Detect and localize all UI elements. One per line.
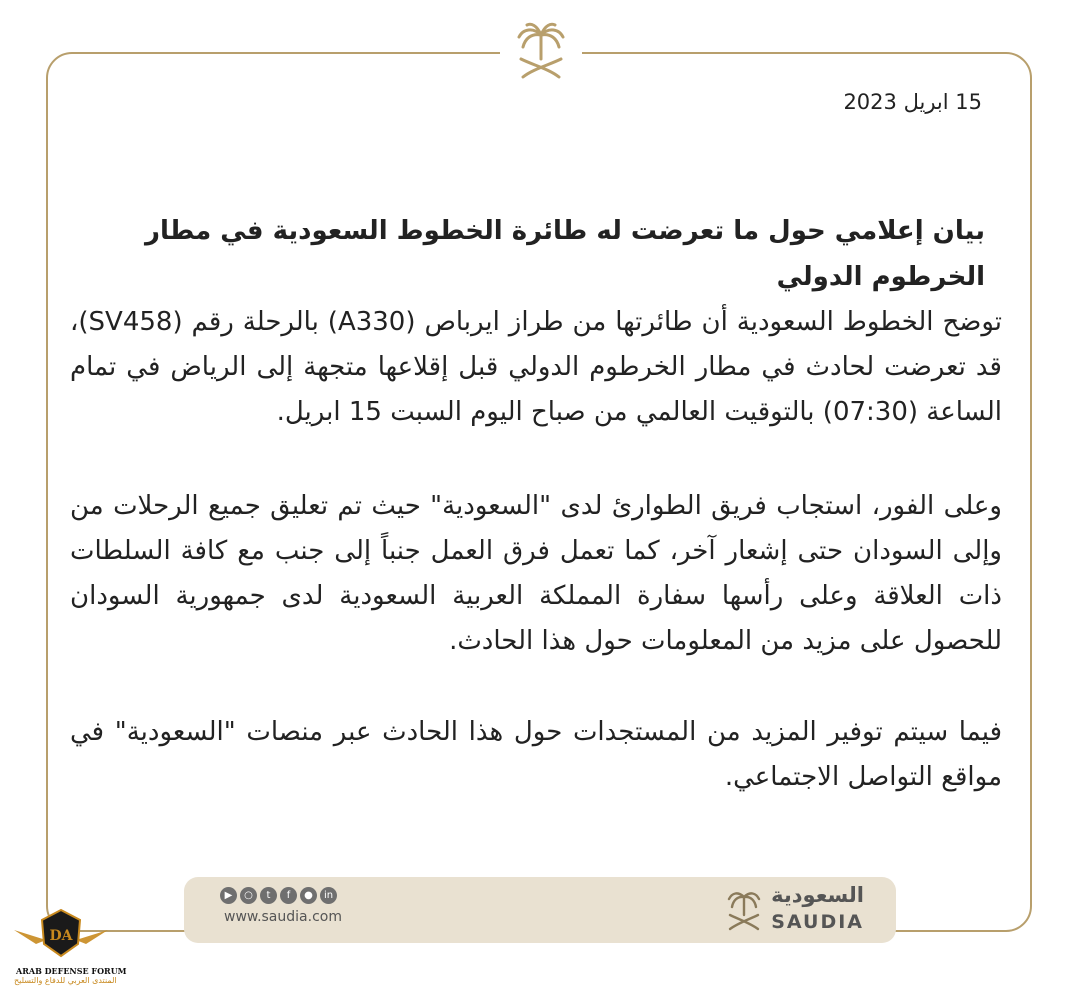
- youtube-icon[interactable]: ▶: [220, 887, 237, 904]
- paragraph-1: توضح الخطوط السعودية أن طائرتها من طراز ايرباص (A330) بالرحلة رقم (SV458)، قد تعرضت لحادث في مطار الخرطوم الدولي قبل إقلاعها متجهة إلى الرياض في تمام الساعة (07:30) بالتوقيت العالمي من صباح اليوم السبت 15 ابريل.: [70, 307, 1002, 427]
- brand-name-arabic: السعودية: [771, 883, 864, 907]
- facebook-icon[interactable]: f: [280, 887, 297, 904]
- brand-name-english: SAUDIA: [771, 911, 864, 933]
- website-link[interactable]: www.saudia.com: [224, 909, 342, 925]
- statement-title: بيان إعلامي حول ما تعرضت له طائرة الخطوط السعودية في مطار الخرطوم الدولي: [145, 216, 985, 292]
- forum-initials: DA: [49, 928, 73, 944]
- instagram-icon[interactable]: ○: [240, 887, 257, 904]
- paragraph-2: وعلى الفور، استجاب فريق الطوارئ لدى "السعودية" حيث تم تعليق جميع الرحلات من وإلى السودان حتى إشعار آخر، كما تعمل فرق العمل جنباً إلى جنب مع كافة السلطات ذات العلاقة وعلى رأسها سفارة المملكة العربية السعودية لدى جمهورية السودان للحصول على مزيد من المعلومات حول هذا الحادث.: [70, 491, 1002, 656]
- saudia-brand: [724, 881, 874, 939]
- social-icons: [220, 887, 337, 904]
- snapchat-icon[interactable]: ●: [300, 887, 317, 904]
- forum-name: ARAB DEFENSE FORUM: [16, 966, 127, 976]
- forum-name-arabic: المنتدى العربي للدفاع والتسليح: [14, 976, 117, 985]
- twitter-icon[interactable]: t: [260, 887, 277, 904]
- linkedin-icon[interactable]: in: [320, 887, 337, 904]
- saudia-brand-emblem-icon: [724, 887, 764, 935]
- paragraph-3: فيما سيتم توفير المزيد من المستجدات حول هذا الحادث عبر منصات "السعودية" في مواقع التواصل الاجتماعي.: [70, 717, 1002, 792]
- saudia-emblem-icon: [500, 10, 582, 92]
- statement-date: 15 ابريل 2023: [843, 90, 982, 114]
- footer-bar: [184, 877, 896, 943]
